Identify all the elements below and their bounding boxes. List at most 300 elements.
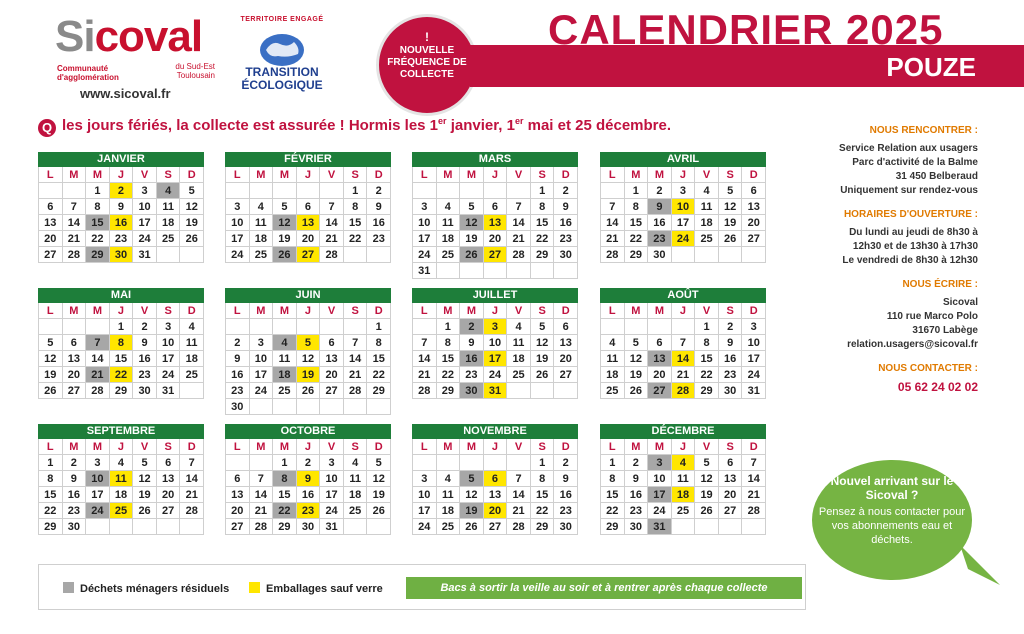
hours-line: 12h30 et de 13h30 à 17h30 xyxy=(852,241,978,252)
weekday-header: M xyxy=(273,303,297,319)
day-cell: 18 xyxy=(437,231,461,247)
day-cell: 5 xyxy=(367,455,391,471)
day-cell: 24 xyxy=(648,503,672,519)
empty-cell xyxy=(110,519,134,535)
day-cell: 11 xyxy=(344,471,368,487)
day-cell: 14 xyxy=(86,351,110,367)
day-cell: 24 xyxy=(484,367,508,383)
day-cell: 6 xyxy=(742,183,766,199)
empty-cell xyxy=(413,455,437,471)
day-cell: 7 xyxy=(344,335,368,351)
day-cell: 28 xyxy=(742,503,766,519)
weekday-header: S xyxy=(344,303,368,319)
day-cell: 26 xyxy=(460,519,484,535)
day-cell: 18 xyxy=(250,231,274,247)
empty-cell xyxy=(531,383,555,399)
weekday-header: V xyxy=(320,167,344,183)
write-line: 31670 Labège xyxy=(912,325,978,336)
day-cell: 24 xyxy=(157,367,181,383)
info-icon: Q xyxy=(38,119,56,137)
empty-cell xyxy=(250,455,274,471)
day-cell: 13 xyxy=(226,487,250,503)
day-cell: 3 xyxy=(672,183,696,199)
month-2 xyxy=(225,152,391,263)
day-cell: 13 xyxy=(320,351,344,367)
day-cell: 2 xyxy=(625,455,649,471)
day-cell-residual: 29 xyxy=(86,247,110,263)
day-cell-packaging: 24 xyxy=(672,231,696,247)
day-cell: 23 xyxy=(625,503,649,519)
day-cell: 9 xyxy=(719,335,743,351)
day-cell: 12 xyxy=(367,471,391,487)
day-cell: 5 xyxy=(180,183,204,199)
day-cell: 31 xyxy=(320,519,344,535)
empty-cell xyxy=(86,319,110,335)
month-days xyxy=(38,303,204,399)
day-cell: 1 xyxy=(39,455,63,471)
empty-cell xyxy=(625,319,649,335)
weekday-header: L xyxy=(226,303,250,319)
day-cell: 25 xyxy=(672,503,696,519)
weekday-header: D xyxy=(180,303,204,319)
month-days xyxy=(412,439,578,535)
day-cell-packaging: 31 xyxy=(484,383,508,399)
day-cell-packaging: 3 xyxy=(484,319,508,335)
day-cell: 1 xyxy=(437,319,461,335)
day-cell: 16 xyxy=(648,215,672,231)
day-cell: 2 xyxy=(648,183,672,199)
weekday-header: M xyxy=(273,167,297,183)
weekday-header: S xyxy=(531,303,555,319)
legend-yellow: Emballages sauf verre xyxy=(249,582,383,595)
day-cell: 1 xyxy=(695,319,719,335)
day-cell: 17 xyxy=(226,231,250,247)
day-cell: 21 xyxy=(507,231,531,247)
day-cell: 29 xyxy=(110,383,134,399)
day-cell: 5 xyxy=(273,199,297,215)
day-cell: 27 xyxy=(742,231,766,247)
day-cell: 31 xyxy=(742,383,766,399)
day-cell-packaging: 28 xyxy=(672,383,696,399)
day-cell: 4 xyxy=(250,199,274,215)
day-cell: 8 xyxy=(367,335,391,351)
day-cell: 21 xyxy=(320,231,344,247)
day-cell: 31 xyxy=(133,247,157,263)
weekday-header: J xyxy=(297,303,321,319)
weekday-header: M xyxy=(63,167,87,183)
day-cell: 18 xyxy=(110,487,134,503)
day-cell: 13 xyxy=(742,199,766,215)
month-days xyxy=(38,439,204,535)
weekday-header: J xyxy=(297,439,321,455)
day-cell: 25 xyxy=(695,231,719,247)
logo-wordmark: Sicoval xyxy=(55,12,203,61)
empty-cell xyxy=(648,319,672,335)
day-cell: 21 xyxy=(63,231,87,247)
day-cell: 14 xyxy=(601,215,625,231)
weekday-header: J xyxy=(110,303,134,319)
day-cell: 1 xyxy=(367,319,391,335)
email-link[interactable]: relation.usagers@sicoval.fr xyxy=(847,339,978,350)
weekday-header: D xyxy=(742,167,766,183)
day-cell: 6 xyxy=(39,199,63,215)
empty-cell xyxy=(507,383,531,399)
empty-cell xyxy=(133,519,157,535)
day-cell: 19 xyxy=(719,215,743,231)
month-name: FÉVRIER xyxy=(225,152,391,167)
month-days xyxy=(412,167,578,279)
day-cell: 5 xyxy=(39,335,63,351)
empty-cell xyxy=(344,519,368,535)
day-cell: 5 xyxy=(531,319,555,335)
day-cell: 21 xyxy=(180,487,204,503)
day-cell: 25 xyxy=(180,367,204,383)
empty-cell xyxy=(63,319,87,335)
day-cell: 22 xyxy=(695,367,719,383)
day-cell: 29 xyxy=(531,519,555,535)
day-cell: 6 xyxy=(648,335,672,351)
month-days xyxy=(225,303,391,415)
day-cell: 15 xyxy=(695,351,719,367)
day-cell: 10 xyxy=(484,335,508,351)
day-cell-packaging: 5 xyxy=(297,335,321,351)
month-11 xyxy=(412,424,578,535)
weekday-header: S xyxy=(344,167,368,183)
day-cell-residual: 15 xyxy=(86,215,110,231)
empty-cell xyxy=(297,319,321,335)
day-cell: 20 xyxy=(297,231,321,247)
day-cell: 4 xyxy=(437,471,461,487)
weekday-header: D xyxy=(742,439,766,455)
day-cell: 1 xyxy=(531,455,555,471)
day-cell: 5 xyxy=(625,335,649,351)
day-cell: 14 xyxy=(413,351,437,367)
day-cell: 15 xyxy=(601,487,625,503)
day-cell-residual: 4 xyxy=(157,183,181,199)
grey-swatch-icon xyxy=(63,582,74,593)
day-cell: 17 xyxy=(320,487,344,503)
day-cell: 24 xyxy=(413,519,437,535)
day-cell: 9 xyxy=(554,199,578,215)
weekday-header: V xyxy=(133,439,157,455)
day-cell-residual: 18 xyxy=(273,367,297,383)
weekday-header: D xyxy=(742,303,766,319)
month-7 xyxy=(412,288,578,399)
weekday-header: J xyxy=(484,303,508,319)
globe-icon xyxy=(258,28,306,68)
day-cell: 7 xyxy=(742,455,766,471)
month-9 xyxy=(38,424,204,535)
day-cell: 27 xyxy=(63,383,87,399)
day-cell: 24 xyxy=(413,247,437,263)
empty-cell xyxy=(507,263,531,279)
empty-cell xyxy=(250,319,274,335)
day-cell: 29 xyxy=(695,383,719,399)
month-name: JUILLET xyxy=(412,288,578,303)
day-cell-packaging: 10 xyxy=(672,199,696,215)
day-cell: 17 xyxy=(413,231,437,247)
empty-cell xyxy=(554,263,578,279)
day-cell: 15 xyxy=(39,487,63,503)
day-cell: 25 xyxy=(601,383,625,399)
day-cell: 30 xyxy=(63,519,87,535)
day-cell: 28 xyxy=(180,503,204,519)
day-cell: 18 xyxy=(507,351,531,367)
day-cell-packaging: 13 xyxy=(484,215,508,231)
month-8 xyxy=(600,288,766,399)
sicoval-logo[interactable] xyxy=(55,12,215,82)
day-cell: 22 xyxy=(531,231,555,247)
day-cell: 16 xyxy=(554,215,578,231)
weekday-header: J xyxy=(110,439,134,455)
empty-cell xyxy=(63,183,87,199)
day-cell-residual: 21 xyxy=(86,367,110,383)
day-cell: 21 xyxy=(250,503,274,519)
day-cell: 22 xyxy=(531,503,555,519)
empty-cell xyxy=(437,183,461,199)
day-cell: 30 xyxy=(226,399,250,415)
day-cell: 12 xyxy=(133,471,157,487)
day-cell: 17 xyxy=(133,215,157,231)
weekday-header: M xyxy=(648,303,672,319)
weekday-header: V xyxy=(695,439,719,455)
transition-ecologique-logo xyxy=(232,16,332,96)
day-cell: 16 xyxy=(297,487,321,503)
day-cell: 30 xyxy=(648,247,672,263)
day-cell: 28 xyxy=(507,247,531,263)
day-cell: 17 xyxy=(413,503,437,519)
day-cell: 3 xyxy=(133,183,157,199)
day-cell: 16 xyxy=(719,351,743,367)
day-cell: 12 xyxy=(695,471,719,487)
day-cell: 22 xyxy=(344,231,368,247)
day-cell: 26 xyxy=(180,231,204,247)
weekday-header: L xyxy=(413,167,437,183)
day-cell-packaging: 22 xyxy=(110,367,134,383)
day-cell-packaging: 14 xyxy=(672,351,696,367)
day-cell-packaging: 20 xyxy=(484,503,508,519)
empty-cell xyxy=(344,399,368,415)
day-cell-residual: 23 xyxy=(648,231,672,247)
day-cell: 2 xyxy=(297,455,321,471)
month-5 xyxy=(38,288,204,399)
day-cell: 7 xyxy=(601,199,625,215)
weekday-header: L xyxy=(601,167,625,183)
day-cell: 7 xyxy=(250,471,274,487)
day-cell: 6 xyxy=(297,199,321,215)
day-cell: 8 xyxy=(86,199,110,215)
weekday-header: J xyxy=(672,303,696,319)
empty-cell xyxy=(273,319,297,335)
day-cell: 14 xyxy=(250,487,274,503)
weekday-header: M xyxy=(437,167,461,183)
day-cell: 12 xyxy=(180,199,204,215)
weekday-header: M xyxy=(250,303,274,319)
day-cell: 15 xyxy=(625,215,649,231)
day-cell: 6 xyxy=(554,319,578,335)
day-cell-packaging: 27 xyxy=(297,247,321,263)
month-name: AOÛT xyxy=(600,288,766,303)
empty-cell xyxy=(39,319,63,335)
day-cell: 28 xyxy=(507,519,531,535)
day-cell: 28 xyxy=(413,383,437,399)
empty-cell xyxy=(180,383,204,399)
weekday-header: D xyxy=(554,303,578,319)
day-cell: 11 xyxy=(157,199,181,215)
hours-line: Le vendredi de 8h30 à 12h30 xyxy=(842,255,978,266)
weekday-header: S xyxy=(531,439,555,455)
day-cell-residual: 4 xyxy=(273,335,297,351)
day-cell-residual: 7 xyxy=(86,335,110,351)
weekday-header: L xyxy=(226,167,250,183)
day-cell-residual: 24 xyxy=(86,503,110,519)
day-cell: 1 xyxy=(344,183,368,199)
call-heading: NOUS CONTACTER : xyxy=(878,363,978,374)
badge-text: NOUVELLE FRÉQUENCE DE COLLECTE xyxy=(387,45,467,80)
meet-line: Uniquement sur rendez-vous xyxy=(840,185,978,196)
day-cell: 6 xyxy=(484,199,508,215)
day-cell: 18 xyxy=(601,367,625,383)
day-cell: 23 xyxy=(63,503,87,519)
day-cell-packaging: 2 xyxy=(110,183,134,199)
day-cell: 16 xyxy=(226,367,250,383)
day-cell: 11 xyxy=(437,487,461,503)
month-days xyxy=(38,167,204,263)
day-cell: 9 xyxy=(63,471,87,487)
write-line: 110 rue Marco Polo xyxy=(886,311,978,322)
empty-cell xyxy=(157,519,181,535)
newcomer-bubble xyxy=(812,460,972,580)
empty-cell xyxy=(742,247,766,263)
meet-line: Parc d'activité de la Balme xyxy=(852,157,978,168)
day-cell: 29 xyxy=(625,247,649,263)
day-cell: 22 xyxy=(625,231,649,247)
empty-cell xyxy=(320,399,344,415)
day-cell: 3 xyxy=(413,199,437,215)
day-cell: 30 xyxy=(554,519,578,535)
weekday-header: M xyxy=(648,167,672,183)
day-cell: 2 xyxy=(226,335,250,351)
legend xyxy=(38,564,806,610)
weekday-header: J xyxy=(297,167,321,183)
weekday-header: M xyxy=(437,303,461,319)
day-cell: 26 xyxy=(719,231,743,247)
te-arc-text: TERRITOIRE ENGAGÉ xyxy=(240,16,324,23)
day-cell: 16 xyxy=(554,487,578,503)
day-cell: 10 xyxy=(320,471,344,487)
empty-cell xyxy=(742,519,766,535)
day-cell: 20 xyxy=(320,367,344,383)
day-cell: 30 xyxy=(625,519,649,535)
empty-cell xyxy=(507,183,531,199)
day-cell: 23 xyxy=(367,231,391,247)
day-cell: 10 xyxy=(413,487,437,503)
month-1 xyxy=(38,152,204,263)
empty-cell xyxy=(719,519,743,535)
day-cell: 9 xyxy=(460,335,484,351)
weekday-header: L xyxy=(413,303,437,319)
day-cell: 1 xyxy=(531,183,555,199)
day-cell-residual: 12 xyxy=(273,215,297,231)
month-3 xyxy=(412,152,578,279)
month-6 xyxy=(225,288,391,415)
weekday-header: M xyxy=(625,303,649,319)
weekday-header: V xyxy=(507,167,531,183)
empty-cell xyxy=(226,455,250,471)
day-cell: 20 xyxy=(226,503,250,519)
day-cell-packaging: 4 xyxy=(672,455,696,471)
day-cell-residual: 9 xyxy=(648,199,672,215)
weekday-header: M xyxy=(273,439,297,455)
day-cell: 11 xyxy=(250,215,274,231)
day-cell: 8 xyxy=(625,199,649,215)
empty-cell xyxy=(601,319,625,335)
phone-number[interactable]: 05 62 24 02 02 xyxy=(897,380,978,394)
weekday-header: M xyxy=(460,303,484,319)
weekday-header: S xyxy=(531,167,555,183)
weekday-header: V xyxy=(133,167,157,183)
bubble-title: Nouvel arrivant sur le Sicoval ? xyxy=(830,474,954,502)
month-days xyxy=(600,439,766,535)
empty-cell xyxy=(460,263,484,279)
weekday-header: S xyxy=(719,303,743,319)
day-cell-packaging: 19 xyxy=(297,367,321,383)
day-cell-packaging: 6 xyxy=(484,471,508,487)
day-cell: 26 xyxy=(625,383,649,399)
empty-cell xyxy=(554,383,578,399)
weekday-header: J xyxy=(110,167,134,183)
day-cell: 3 xyxy=(413,471,437,487)
day-cell: 8 xyxy=(531,471,555,487)
logo-subtitle-left: Communauté d'agglomération xyxy=(57,64,119,82)
day-cell: 9 xyxy=(133,335,157,351)
empty-cell xyxy=(250,183,274,199)
day-cell: 30 xyxy=(719,383,743,399)
day-cell: 7 xyxy=(413,335,437,351)
day-cell: 3 xyxy=(250,335,274,351)
day-cell: 15 xyxy=(531,487,555,503)
day-cell-packaging: 25 xyxy=(110,503,134,519)
day-cell: 25 xyxy=(273,383,297,399)
day-cell: 25 xyxy=(344,503,368,519)
day-cell: 7 xyxy=(507,199,531,215)
empty-cell xyxy=(273,183,297,199)
day-cell: 9 xyxy=(554,471,578,487)
weekday-header: M xyxy=(250,439,274,455)
empty-cell xyxy=(344,247,368,263)
day-cell: 21 xyxy=(344,367,368,383)
day-cell: 16 xyxy=(63,487,87,503)
empty-cell xyxy=(180,519,204,535)
meet-line: 31 450 Belberaud xyxy=(895,171,978,182)
day-cell: 6 xyxy=(63,335,87,351)
day-cell: 27 xyxy=(719,503,743,519)
day-cell: 23 xyxy=(133,367,157,383)
bins-note: Bacs à sortir la veille au soir et à rentrer après chaque collecte xyxy=(406,577,802,599)
empty-cell xyxy=(320,183,344,199)
day-cell: 11 xyxy=(273,351,297,367)
month-name: OCTOBRE xyxy=(225,424,391,439)
month-name: MARS xyxy=(412,152,578,167)
empty-cell xyxy=(367,519,391,535)
day-cell: 12 xyxy=(625,351,649,367)
bubble-text: Pensez à nous contacter pour vos abonnements eau et déchets. xyxy=(818,506,966,546)
day-cell: 7 xyxy=(63,199,87,215)
website-link[interactable]: www.sicoval.fr xyxy=(80,86,171,101)
day-cell: 3 xyxy=(86,455,110,471)
day-cell: 11 xyxy=(601,351,625,367)
day-cell: 10 xyxy=(250,351,274,367)
